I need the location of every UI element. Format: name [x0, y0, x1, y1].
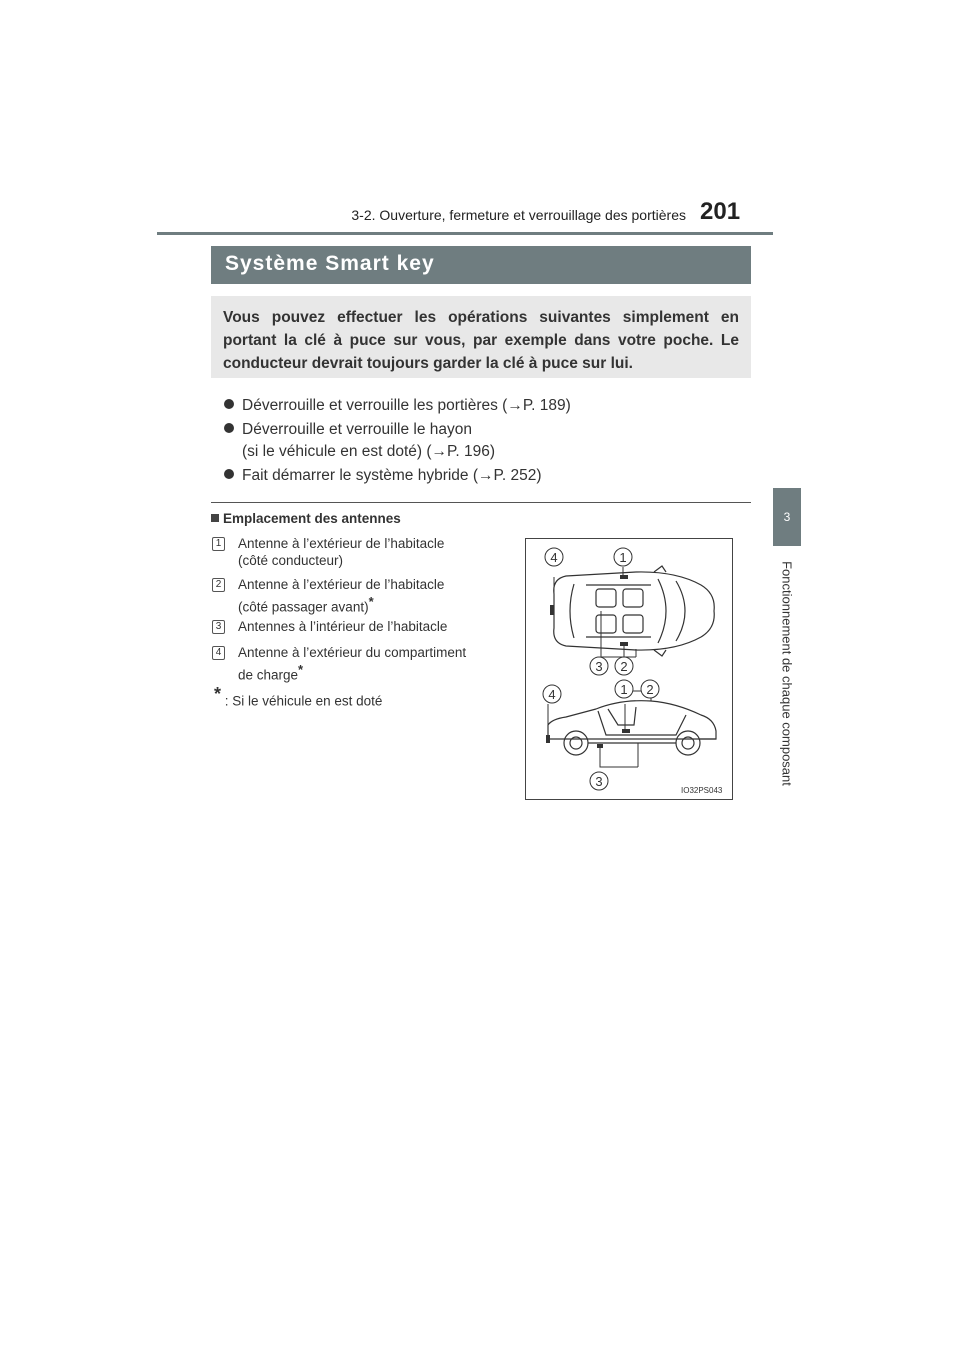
bullet-continuation: (si le véhicule en est doté) (→P. 196) [242, 443, 496, 460]
legend-number: 3 [212, 620, 225, 634]
legend-number: 2 [212, 578, 225, 592]
intro-text: Vous pouvez effectuer les opérations suivantes simplement en portant la clé à puce sur vous, par exemple dans votre poche. Le conducteur devrait toujours garder la clé à puce sur lui. [223, 309, 739, 372]
svg-text:1: 1 [620, 682, 628, 697]
bullet-item [224, 467, 542, 485]
section-divider [211, 502, 751, 503]
intro-box [211, 296, 751, 378]
car-side-view [548, 701, 716, 755]
svg-text:1: 1 [619, 550, 627, 565]
legend-text-with-asterisk: de charge* [238, 662, 304, 683]
legend-item [212, 645, 508, 681]
legend-text: (côté conducteur) [238, 553, 344, 568]
subsection-heading-text: Emplacement des antennes [223, 511, 401, 526]
legend-number: 1 [212, 537, 225, 551]
section-title-bar [211, 246, 751, 284]
antenna-mark [622, 729, 630, 733]
legend-item [212, 536, 508, 570]
bullet-text: Fait démarrer le système hybride (→P. 252) [242, 467, 542, 484]
legend-number: 4 [212, 646, 225, 660]
footnote: * : Si le véhicule en est doté [214, 684, 383, 709]
square-bullet-icon [211, 514, 219, 522]
bullet-item [224, 397, 571, 415]
bullet-dot [224, 399, 234, 409]
callout-2-top [615, 657, 633, 675]
running-header: 3-2. Ouverture, fermeture et verrouillage des portières [351, 207, 686, 223]
svg-text:4: 4 [548, 687, 556, 702]
chapter-side-label [772, 548, 802, 808]
callout-4-top [545, 548, 563, 566]
chapter-tab: 3 [773, 488, 801, 546]
figure-code: IO32PS043 [681, 786, 723, 795]
svg-text:3: 3 [595, 774, 603, 789]
page-number: 201 [700, 198, 741, 225]
legend-item [212, 619, 508, 637]
header-rule [157, 232, 773, 235]
bullet-text: Déverrouille et verrouille les portières (→P. 189) [242, 397, 571, 414]
svg-text:4: 4 [550, 550, 558, 565]
legend-text-with-asterisk: (côté passager avant)* [238, 594, 374, 615]
callout-4-side [543, 685, 561, 703]
bullet-dot [224, 423, 234, 433]
legend-text: Antenne à l’extérieur de l’habitacle [238, 536, 445, 551]
antenna-mark [620, 575, 628, 579]
legend-text: Antenne à l’extérieur du compartiment [238, 645, 467, 660]
antenna-mark [620, 642, 628, 646]
svg-text:2: 2 [646, 682, 654, 697]
car-top-view [554, 566, 714, 656]
section-title: Système Smart key [225, 252, 435, 275]
callout-3-top [590, 657, 608, 675]
callout-1-top [614, 548, 632, 566]
subsection-heading [211, 511, 401, 526]
callout-1-side [615, 680, 633, 698]
legend-text: Antenne à l’extérieur de l’habitacle [238, 577, 445, 592]
bullet-dot [224, 469, 234, 479]
bullet-item [224, 421, 472, 439]
antenna-mark [550, 605, 554, 615]
legend-text: Antennes à l’intérieur de l’habitacle [238, 619, 448, 634]
chapter-label-text: Fonctionnement de chaque composant [779, 561, 795, 786]
svg-text:2: 2 [620, 659, 628, 674]
car-antenna-diagram [526, 539, 732, 799]
callout-3-side [590, 772, 608, 790]
bullet-text: Déverrouille et verrouille le hayon [242, 421, 473, 438]
legend-item [212, 577, 508, 613]
antenna-mark [546, 735, 550, 743]
antenna-mark [597, 744, 603, 748]
svg-text:3: 3 [595, 659, 603, 674]
antenna-location-figure [525, 538, 733, 800]
callout-2-side [641, 680, 659, 698]
